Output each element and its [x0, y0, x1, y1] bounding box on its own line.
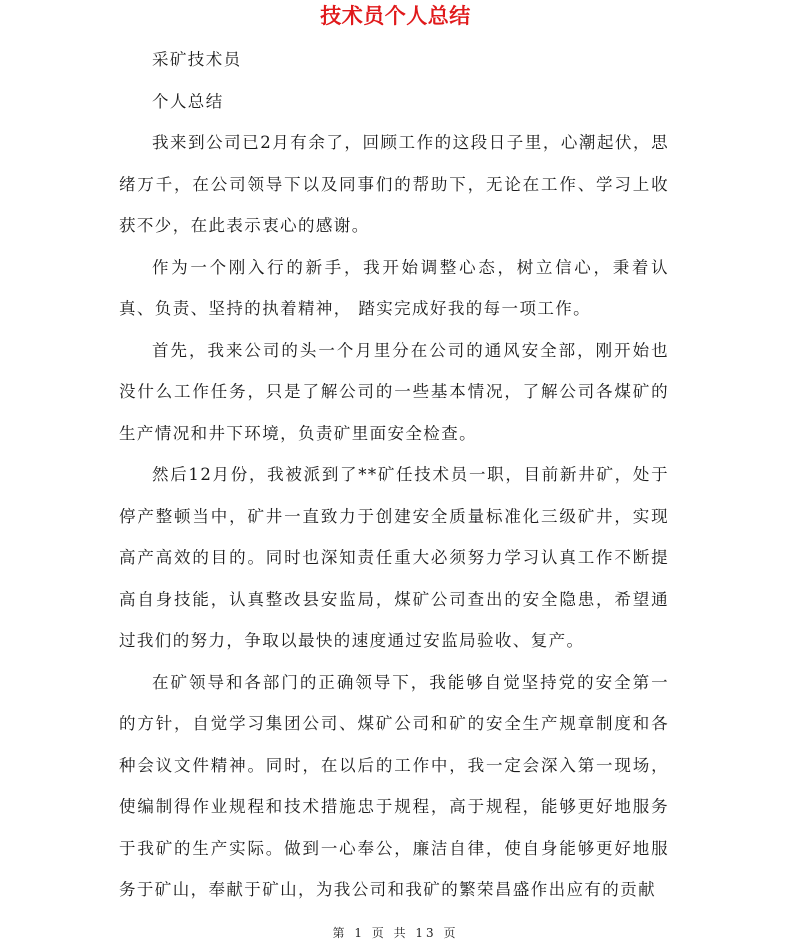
document-title: 技术员个人总结: [320, 4, 471, 28]
heading-line-2: 个人总结: [152, 91, 224, 111]
body-paragraph: 在矿领导和各部门的正确领导下，我能够自觉坚持党的安全第一的方针，自觉学习集团公司、煤矿公司和矿的安全生产规章制度和各种会议文件精神。同时，在以后的工作中，我一定会深入第一现场，使编制得作业规程和技术措施忠于规程，高于规程，能够更好地服务于我矿的生产实际。做到一心奉公，廉洁自律，使自身能够更好地服务于矿山，奉献于矿山，为我公司和我矿的繁荣昌盛作出应有的贡献: [119, 672, 669, 899]
heading-line-1: 采矿技术员: [152, 50, 242, 69]
page-footer: 第 1 页 共 13 页: [332, 926, 459, 940]
body-paragraph: 我来到公司已2月有余了，回顾工作的这段日子里，心潮起伏，思绪万千，在公司领导下以及同事们的帮助下，无论在工作、学习上收获不少，在此表示衷心的感谢。: [119, 133, 669, 235]
body-paragraph: 作为一个刚入行的新手，我开始调整心态，树立信心，秉着认真、负责、坚持的执着精神， 踏实完成好我的每一项工作。: [119, 257, 669, 318]
document-body: [119, 39, 669, 911]
body-paragraph: 然后12月份，我被派到了**矿任技术员一职，目前新井矿，处于停产整顿当中，矿井一直致力于创建安全质量标准化三级矿井，实现高产高效的目的。同时也深知责任重大必须努力学习认真工作不断提高自身技能，认真整改县安监局，煤矿公司查出的安全隐患，希望通过我们的努力，争取以最快的速度通过安监局验收、复产。: [119, 465, 669, 650]
body-paragraph: 首先，我来公司的头一个月里分在公司的通风安全部，刚开始也没什么工作任务，只是了解公司的一些基本情况，了解公司各煤矿的生产情况和井下环境，负责矿里面安全检查。: [119, 340, 669, 443]
